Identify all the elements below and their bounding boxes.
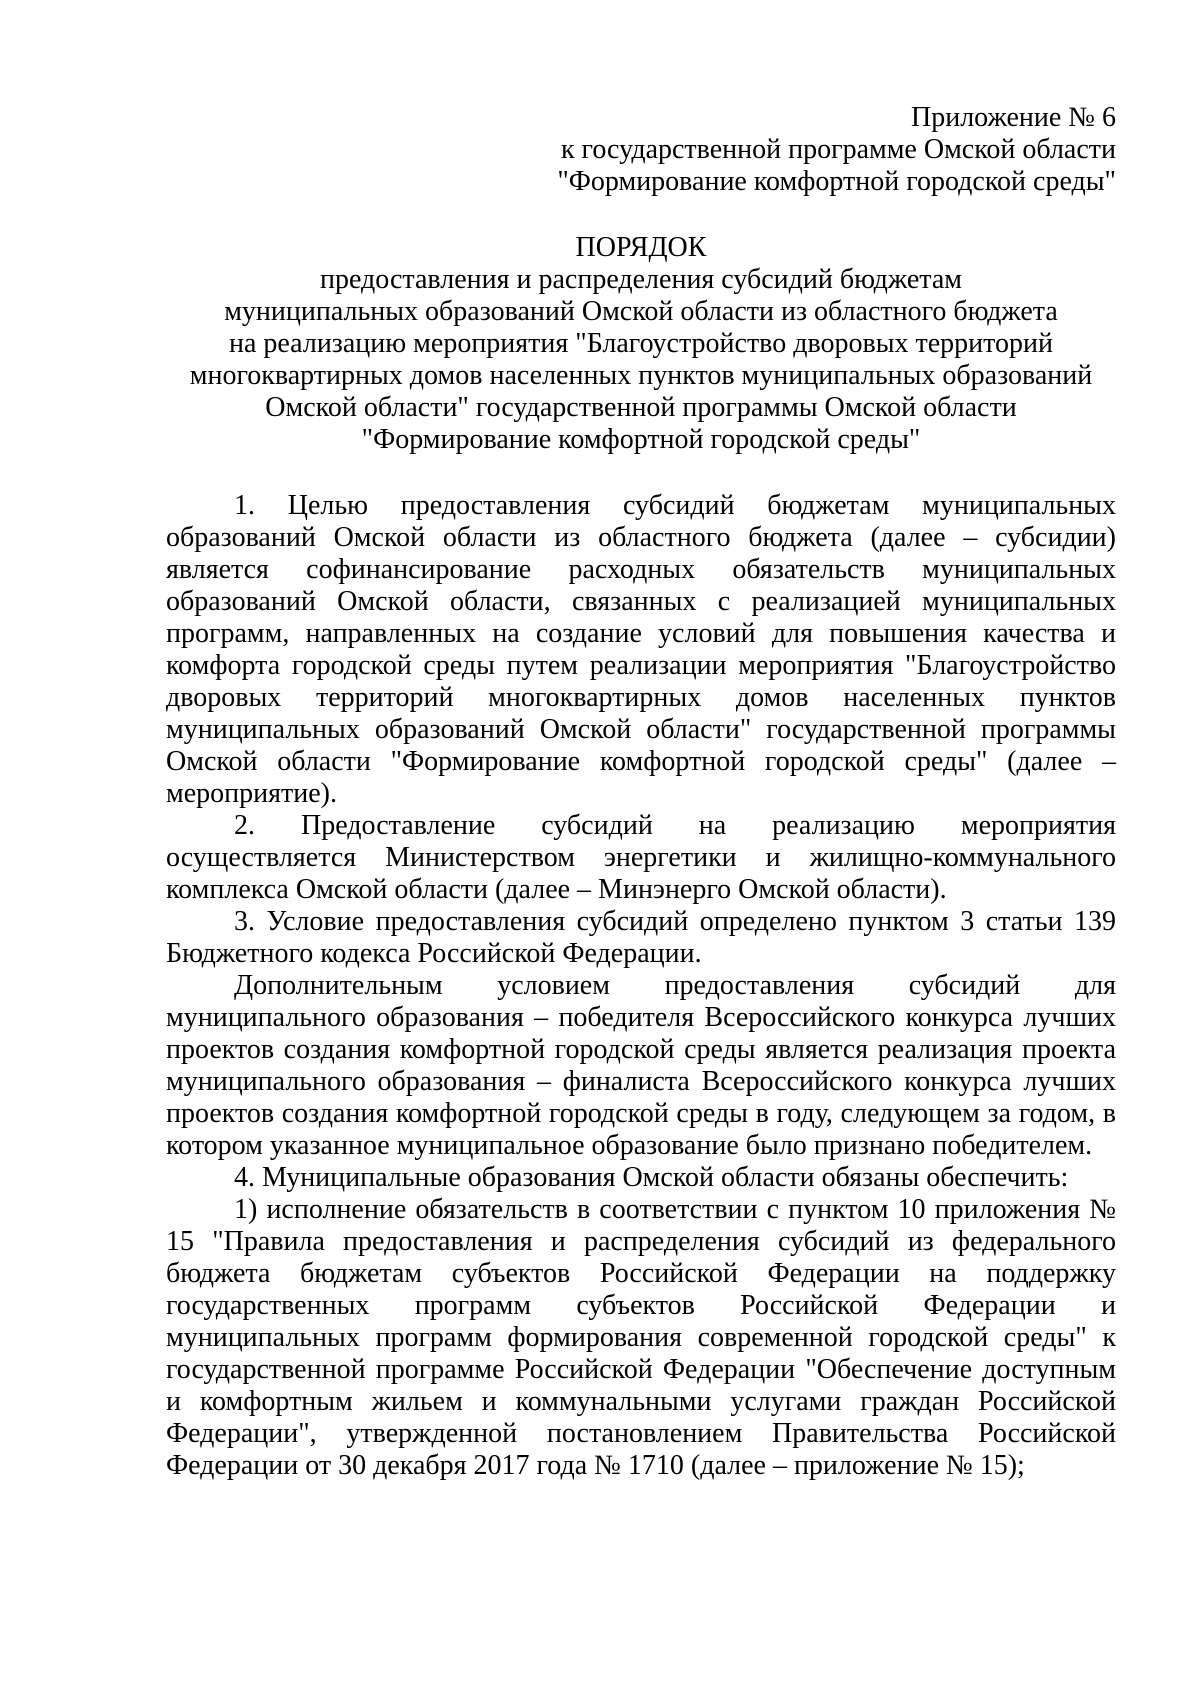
paragraph-1-purpose: 1. Целью предоставления субсидий бюджетам муниципальных образований Омской области из областного бюджета (далее – субсидии) является софинансирование расходных обязательств муниципальных образований Омской области, связанных с реализацией муниципальных программ, направленных на создание условий для повышения качества и комфорта городской среды путем реализации мероприятия "Благоустройство дворовых территорий многоквартирных домов населенных пунктов муниципальных образований Омской области" государственной программы Омской области "Формирование комфортной городской среды" (далее – мероприятие). — [166, 490, 1116, 809]
appendix-program-name: "Формирование комфортной городской среды" — [557, 166, 1116, 197]
paragraph-4-item-1: 1) исполнение обязательств в соответствии с пунктом 10 приложения № 15 "Правила предоставления и распределения субсидий из федерального бюджета бюджетам субъектов Российской Федерации на поддержку государственных программ субъектов Российской Федерации и муниципальных программ формирования современной городской среды" к государственной программе Российской Федерации "Обеспечение доступным и комфортным жильем и коммунальными услугами граждан Российской Федерации", утвержденной постановлением Правительства Российской Федерации от 30 декабря 2017 года № 1710 (далее – приложение № 15); — [166, 1194, 1116, 1481]
paragraph-2-provider: 2. Предоставление субсидий на реализацию мероприятия осуществляется Министерством энергетики и жилищно-коммунального комплекса Омской области (далее – Минэнерго Омской области). — [166, 810, 1116, 905]
document-subtitle-line: на реализацию мероприятия "Благоустройство дворовых территорий — [228, 328, 1054, 359]
document-subtitle-line: многоквартирных домов населенных пунктов муниципальных образований — [189, 360, 1093, 391]
appendix-program-ref: к государственной программе Омской области — [560, 134, 1116, 165]
document-subtitle-line: "Формирование комфортной городской среды" — [361, 424, 921, 455]
document-body — [166, 490, 1116, 1482]
paragraph-4-obligations: 4. Муниципальные образования Омской области обязаны обеспечить: — [234, 1162, 1069, 1193]
document-subtitle-line: муниципальных образований Омской области из областного бюджета — [224, 296, 1058, 327]
paragraph-3-additional-condition: Дополнительным условием предоставления субсидий для муниципального образования – победителя Всероссийского конкурса лучших проектов создания комфортной городской среды является реализация проекта муниципального образования – финалиста Всероссийского конкурса лучших проектов создания комфортной городской среды в году, следующем за годом, в котором указанное муниципальное образование было признано победителем. — [166, 970, 1116, 1161]
document-subtitle-line: Омской области" государственной программы Омской области — [265, 392, 1017, 423]
appendix-number: Приложение № 6 — [911, 102, 1116, 133]
document-title: ПОРЯДОК — [575, 232, 707, 263]
paragraph-3-condition: 3. Условие предоставления субсидий определено пунктом 3 статьи 139 Бюджетного кодекса Российской Федерации. — [166, 906, 1116, 969]
appendix-header — [166, 102, 1116, 198]
document-subtitle-line: предоставления и распределения субсидий бюджетам — [319, 264, 962, 295]
document-title-block — [166, 232, 1116, 456]
